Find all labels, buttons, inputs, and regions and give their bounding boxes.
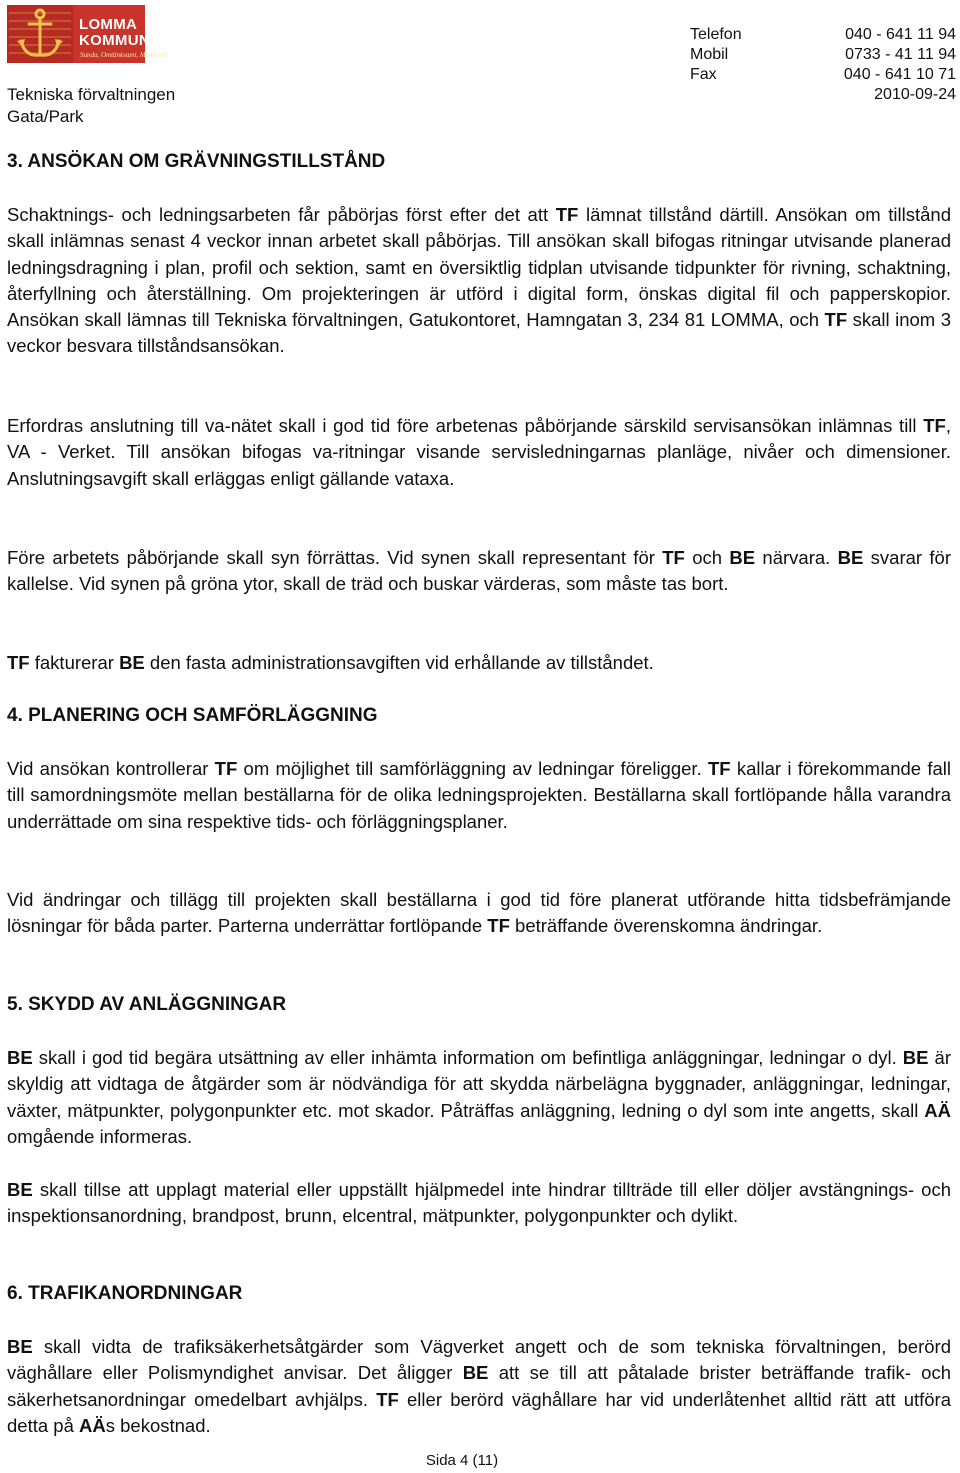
contact-value: 040 - 641 11 94 (845, 26, 956, 43)
logo-tagline: Sunda, Omtänksamt, Medvetet! (80, 51, 168, 59)
section-paragraph: TF fakturerar BE den fasta administrationsavgiften vid erhållande av tillståndet. (7, 652, 654, 673)
logo-name-line1: LOMMA (79, 16, 138, 33)
unit-name: Gata/Park (7, 107, 84, 126)
section-paragraph: BE skall i god tid begära utsättning av eller inhämta information om befintliga anläggningar, ledningar o dyl. BE är skyldig att vidtaga de åtgärder som är nödvändiga för att skydda närbelägna byggnader, anläggningar, ledningar, växter, mätpunkter, polygonpunkter etc. mot skador. Påträffas anläggning, ledning o dyl som inte angetts, skall AÄ omgående informeras. (7, 1047, 952, 1147)
contact-label: Fax (690, 66, 717, 83)
logo-wordmark (79, 17, 150, 49)
section-heading: 4. PLANERING OCH SAMFÖRLÄGGNING (7, 705, 378, 726)
section-paragraph: Erfordras anslutning till va-nätet skall i god tid före arbetenas påbörjande särskild servisansökan inlämnas till TF, VA - Verket. Till ansökan bifogas va-ritningar visande servisledningarnas planläge, nivåer och dimensioner. Anslutningsavgift skall erläggas enligt gällande vataxa. (7, 415, 951, 489)
logo-name-line2: KOMMUN (79, 32, 150, 49)
contact-fax (690, 65, 956, 85)
section-paragraph: Före arbetets påbörjande skall syn förrättas. Vid synen skall representant för TF och BE närvara. BE svarar för kallelse. Vid synen på gröna ytor, skall de träd och buskar värderas, som måste tas bort. (7, 547, 951, 595)
section-paragraph: Schaktnings- och ledningsarbeten får påbörjas först efter det att TF lämnat tillstånd därtill. Ansökan om tillstånd skall inlämnas senast 4 veckor innan arbetet skall påbörjas. Till ansökan skall bifogas ritningar utvisande planerad ledningsdragning i plan, profil och sektion, samt en översiktlig tidplan utvisande tidpunkter för rivning, schaktning, återfyllning och återställning. Om projekteringen är utförd i digital form, önskas digital fil och papperskopior. Ansökan skall lämnas till Tekniska förvaltningen, Gatukontoret, Hamngatan 3, 234 81 LOMMA, och TF skall inom 3 veckor besvara tillståndsansökan. (7, 204, 952, 357)
contact-mobile (690, 45, 956, 65)
section-paragraph: Vid ansökan kontrollerar TF om möjlighet till samförläggning av ledningar föreligger. TF kallar i förekommande fall till samordningsmöte mellan beställarna för de olika ledningsprojekten. Beställarna skall fortlöpande hålla varandra underrättade om sina respektive tids- och förläggningsplaner. (7, 758, 952, 832)
contact-value: 040 - 641 10 71 (843, 66, 956, 83)
contact-label: Telefon (690, 26, 742, 43)
section-heading: 3. ANSÖKAN OM GRÄVNINGSTILLSTÅND (7, 151, 386, 172)
contact-value: 0733 - 41 11 94 (845, 46, 956, 63)
section-paragraph: BE skall vidta de trafiksäkerhetsåtgärder som Vägverket angett och de som tekniska förvaltningen, berörd väghållare eller Polismyndighet anvisar. Det åligger BE att se till att påtalade brister beträffande trafik- och säkerhetsanordningar omedelbart avhjälps. TF eller berörd väghållare har vid underlåtenhet alltid rätt att utföra detta på AÄs bekostnad. (7, 1336, 952, 1436)
page-number: Sida 4 (11) (425, 1452, 499, 1469)
municipality-logo (7, 5, 168, 63)
contact-phone (690, 25, 956, 45)
section-heading: 5. SKYDD AV ANLÄGGNINGAR (7, 994, 287, 1015)
section-paragraph: BE skall tillse att upplagt material eller uppställt hjälpmedel inte hindrar tillträde till eller döljer avstängnings- och inspektionsanordning, brandpost, brunn, elcentral, mätpunkter, polygonpunkter och dylikt. (7, 1179, 951, 1227)
section-paragraph: Vid ändringar och tillägg till projekten skall beställarna i god tid före planerat utförande hitta tidsbefrämjande lösningar för båda parter. Parterna underrättar fortlöpande TF beträffande överenskomna ändringar. (7, 889, 951, 937)
department-name: Tekniska förvaltningen (7, 85, 176, 104)
section-heading: 6. TRAFIKANORDNINGAR (7, 1283, 243, 1304)
contact-label: Mobil (690, 46, 729, 63)
document-date: 2010-09-24 (874, 86, 956, 103)
